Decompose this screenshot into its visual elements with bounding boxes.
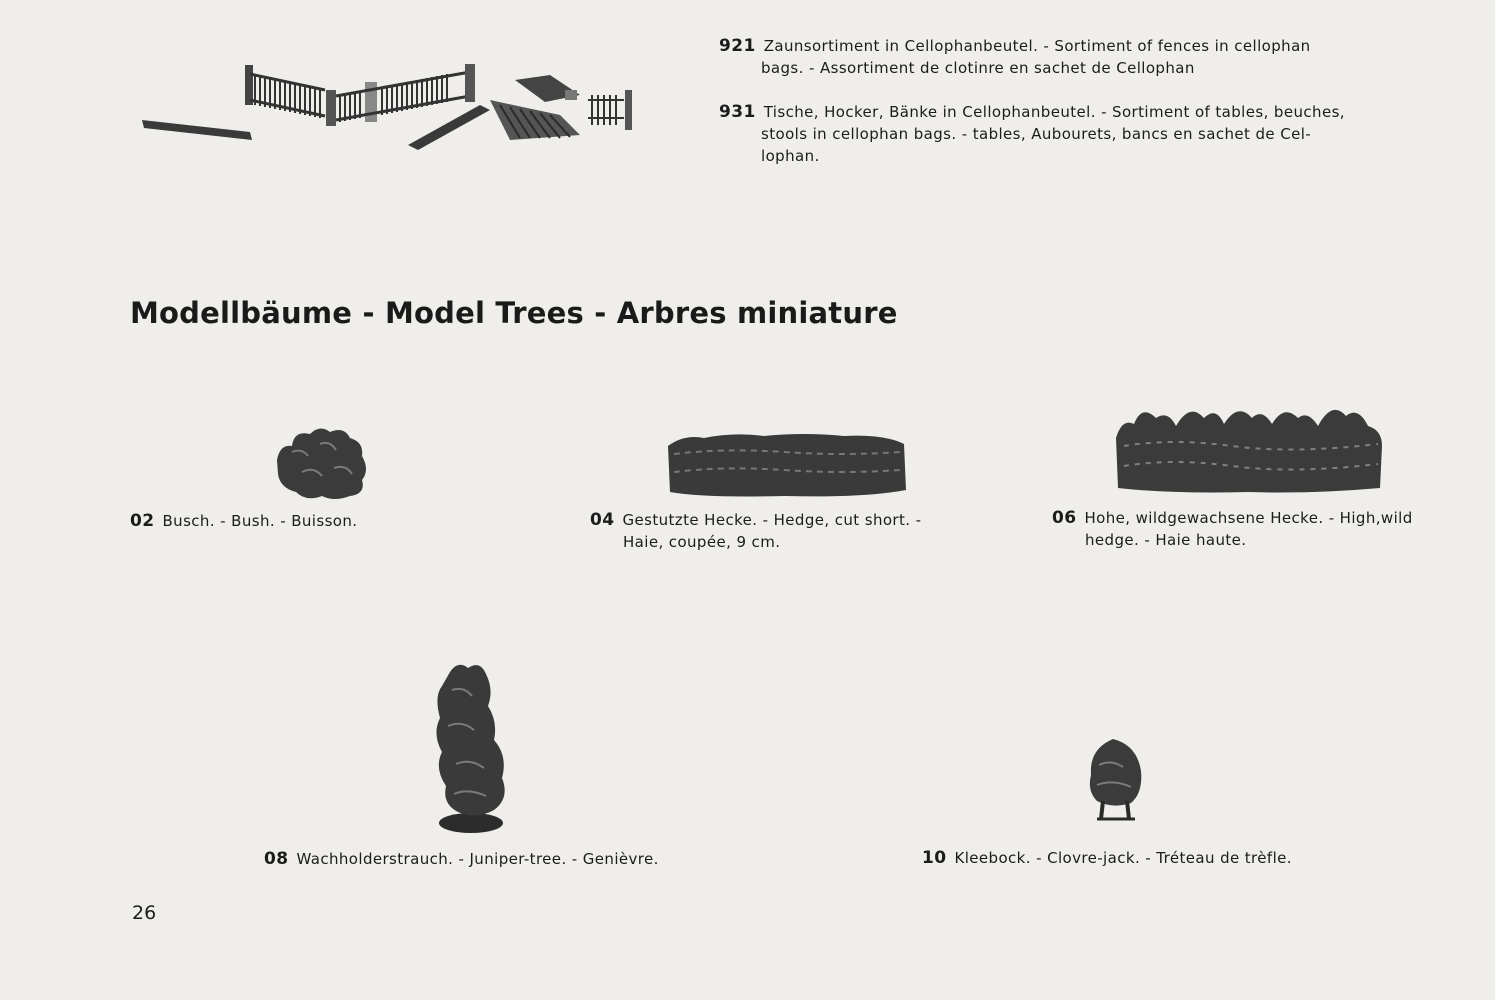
item-description: Busch. - Bush. - Buisson. bbox=[162, 512, 358, 530]
item-02 bbox=[130, 510, 357, 532]
item-number: 02 bbox=[130, 511, 155, 531]
item-description-cont: hedge. - Haie haute. bbox=[1085, 531, 1247, 549]
fence-assortment-photo bbox=[140, 60, 640, 155]
item-931 bbox=[719, 101, 1399, 167]
item-description-cont: stools in cellophan bags. - tables, Aubourets, bancs en sachet de Cel- bbox=[761, 125, 1312, 143]
item-description: Hohe, wildgewachsene Hecke. - High,wild bbox=[1084, 509, 1413, 527]
page-number: 26 bbox=[132, 902, 157, 924]
item-description-cont: lophan. bbox=[761, 147, 820, 165]
item-921 bbox=[719, 35, 1399, 79]
item-number: 10 bbox=[922, 848, 947, 868]
item-06 bbox=[1052, 507, 1472, 551]
item-description: Tische, Hocker, Bänke in Cellophanbeutel. - Sortiment of tables, beuches, bbox=[763, 103, 1345, 121]
clover-jack-photo bbox=[1083, 735, 1145, 825]
item-description: Gestutzte Hecke. - Hedge, cut short. - bbox=[622, 511, 922, 529]
juniper-tree-photo bbox=[428, 660, 513, 838]
item-10 bbox=[922, 847, 1292, 869]
item-number: 921 bbox=[719, 36, 756, 56]
item-description: Wachholderstrauch. - Juniper-tree. - Genièvre. bbox=[296, 850, 659, 868]
item-number: 931 bbox=[719, 102, 756, 122]
item-description-cont: bags. - Assortiment de clotinre en sachet de Cellophan bbox=[761, 59, 1195, 77]
item-number: 08 bbox=[264, 849, 289, 869]
high-wild-hedge-photo bbox=[1112, 396, 1387, 494]
item-description-cont: Haie, coupée, 9 cm. bbox=[623, 533, 781, 551]
item-description: Kleebock. - Clovre-jack. - Tréteau de trèfle. bbox=[954, 849, 1292, 867]
item-number: 06 bbox=[1052, 508, 1077, 528]
section-title: Modellbäume - Model Trees - Arbres miniature bbox=[130, 296, 898, 330]
cut-hedge-photo bbox=[664, 430, 909, 500]
item-number: 04 bbox=[590, 510, 615, 530]
item-description: Zaunsortiment in Cellophanbeutel. - Sortiment of fences in cellophan bbox=[763, 37, 1311, 55]
item-04 bbox=[590, 509, 990, 553]
bush-photo bbox=[272, 422, 372, 502]
item-08 bbox=[264, 848, 659, 870]
